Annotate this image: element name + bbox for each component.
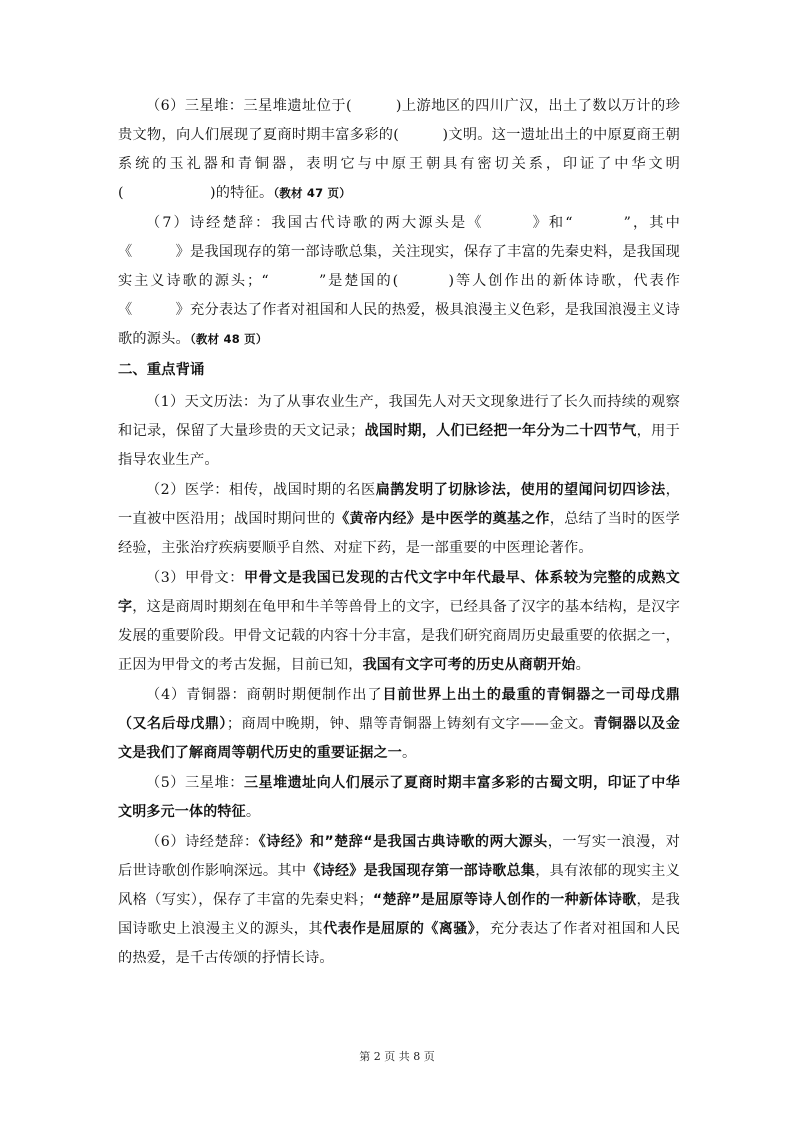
section-heading: 二、重点背诵 — [118, 362, 205, 378]
key-point: 目前世界上出土的最重的青铜器之一司母戊鼎（又名后母戊鼎） — [118, 687, 680, 732]
key-point: 《诗经》和”楚辞“是我国古典诗歌的两大源头 — [258, 834, 548, 850]
item-text: ，充分表达了作者对祖国和人民的热爱，是千古传颂的抒情长诗。 — [118, 921, 680, 966]
item-text: ；商周中晚期，钟、鼎等青铜器上铸刻有文字——金文。 — [226, 716, 594, 732]
textbook-reference: （教材 47 页） — [273, 186, 351, 200]
item-number: （4） — [146, 687, 187, 703]
item-text: 。 — [575, 657, 590, 673]
key-point: 甲骨文是我国已发现的古代文字中年代最早、体系较为完整的成熟文字 — [118, 570, 680, 615]
item-number: （1） — [146, 394, 185, 410]
item-text: 三星堆：三星堆遗址位于( )上游地区的四川广汉，出土了数以万计的珍贵文物，向人们展现了夏商时期丰富多彩的( )文明。这一遗址出土的中原夏商王朝系统的玉礼器和青铜器，表明它与中原王朝具有密切关系，印证了中华文明( )的特征。 — [118, 98, 680, 201]
recite-item-3 — [118, 564, 680, 680]
item-text: 。 — [402, 745, 417, 761]
review-item-6 — [118, 92, 680, 208]
item-text: 天文历法：为了从事农业生产，我国先人对天文现象进行了长久而持续的观察和记录，保留了大量珍贵的天文记录； — [118, 394, 680, 439]
recite-item-2 — [118, 476, 680, 563]
item-text: ，一直被中医沿用；战国时期问世的 — [118, 482, 680, 527]
item-text: ，是我国诗歌史上浪漫主义的源头，其 — [118, 892, 680, 937]
key-point: 《诗经》是我国现存第一部诗歌总集 — [306, 863, 536, 879]
recite-item-4 — [118, 681, 680, 768]
item-text: 诗经楚辞：我国古代诗歌的两大源头是《 》和“ ”，其中《 》是我国现存的第一部诗歌总集，关注现实，保存了丰富的先秦史料，是我国现实主义诗歌的源头；“ ”是楚国的( )等人创作出的新体诗歌，代表作《 》充分表达了作者对祖国和人民的热爱，极具浪漫主义色彩，是我国浪漫主义诗歌的源头。 — [118, 215, 680, 347]
item-text: 医学：相传，战国时期的名医 — [184, 482, 376, 498]
item-text: 诗经楚辞： — [185, 834, 259, 850]
item-text: ，一写实一浪漫，对后世诗歌创作影响深远。其中 — [118, 834, 680, 879]
recite-item-1 — [118, 388, 680, 475]
item-text: ，具有浓郁的现实主义风格（写实），保存了丰富的先秦史料； — [118, 863, 680, 908]
recite-item-5 — [118, 769, 680, 827]
key-point: 代表作是屈原的《离骚》 — [323, 921, 476, 937]
key-point: 扁鹊发明了切脉诊法，使用的望闻问切四诊法 — [375, 482, 666, 498]
item-text: ，这是商周时期刻在龟甲和牛羊等兽骨上的文字，已经具备了汉字的基本结构，是汉字发展的重要阶段。甲骨文记载的内容十分丰富，是我们研究商周历史最重要的依据之一，正因为甲骨文的考古发掘，目前已知， — [118, 599, 680, 673]
item-text: 甲骨文： — [185, 570, 244, 586]
textbook-reference: （教材 48 页） — [189, 332, 268, 346]
item-text: 。 — [245, 804, 261, 820]
key-point: 我国有文字可考的历史从商朝开始 — [362, 657, 576, 673]
key-point: “楚辞”是屈原等诗人创作的一种新体诗歌 — [372, 892, 637, 908]
review-item-7 — [118, 209, 680, 354]
item-number: （6） — [146, 98, 185, 114]
item-number: （2） — [146, 482, 185, 498]
item-number: （7） — [146, 215, 190, 231]
item-number: （3） — [146, 570, 186, 586]
item-number: （5） — [146, 775, 186, 791]
item-text: 三星堆： — [185, 775, 244, 791]
key-point: 青铜器以及金文是我们了解商周等朝代历史的重要证据之一 — [118, 716, 680, 761]
item-text: ，用于指导农业生产。 — [118, 423, 680, 468]
item-number: （6） — [146, 834, 186, 850]
item-text: 青铜器：商朝时期便制作出了 — [186, 687, 383, 703]
document-page — [118, 92, 680, 973]
recite-item-6 — [118, 828, 680, 973]
key-point: 三星堆遗址向人们展示了夏商时期丰富多彩的古蜀文明，印证了中华文明多元一体的特征 — [118, 775, 680, 820]
key-point: 战国时期，人们已经把一年分为二十四节气 — [364, 423, 637, 439]
item-text: ，总结了当时的医学经验，主张治疗疾病要顺乎自然、对症下药，是一部重要的中医理论著作。 — [118, 511, 680, 556]
key-point: 《黄帝内经》是中医学的奠基之作 — [335, 511, 550, 527]
page-footer: 第 2 页 共 8 页 — [359, 1050, 435, 1063]
